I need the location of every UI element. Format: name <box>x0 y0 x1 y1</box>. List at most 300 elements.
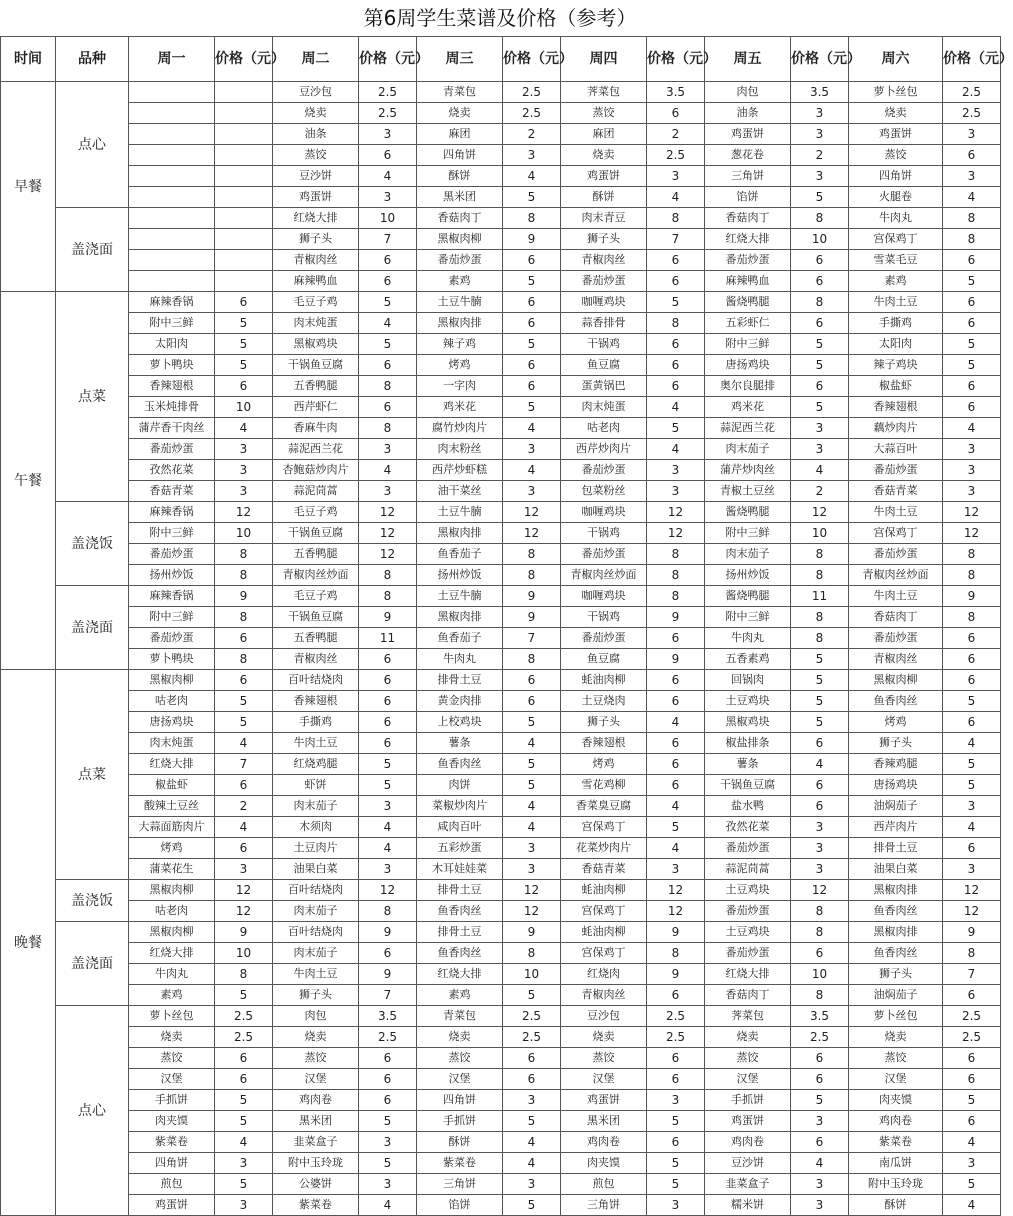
price-cell: 2.5 <box>215 1027 273 1048</box>
price-cell: 3 <box>359 1132 417 1153</box>
dish-cell: 汉堡 <box>849 1069 943 1090</box>
dish-cell: 烤鸡 <box>561 754 647 775</box>
price-cell <box>215 145 273 166</box>
dish-cell: 烧卖 <box>849 103 943 124</box>
dish-cell: 番茄炒蛋 <box>417 250 503 271</box>
price-cell: 4 <box>503 460 561 481</box>
price-cell: 5 <box>215 691 273 712</box>
price-cell: 8 <box>647 565 705 586</box>
price-cell: 4 <box>791 1153 849 1174</box>
dish-cell: 包菜粉丝 <box>561 481 647 502</box>
dish-cell: 太阳肉 <box>849 334 943 355</box>
dish-cell: 萝卜鸭块 <box>129 649 215 670</box>
dish-cell: 四角饼 <box>129 1153 215 1174</box>
price-cell: 8 <box>215 565 273 586</box>
price-cell: 2.5 <box>647 145 705 166</box>
price-cell: 11 <box>791 586 849 607</box>
category-cell: 点菜 <box>56 670 129 880</box>
dish-cell: 鱼香茄子 <box>417 544 503 565</box>
dish-cell: 蒲芹香干肉丝 <box>129 418 215 439</box>
price-cell: 6 <box>215 670 273 691</box>
price-cell: 5 <box>647 418 705 439</box>
dish-cell <box>129 124 215 145</box>
dish-cell: 油果白菜 <box>273 859 359 880</box>
price-cell: 12 <box>647 880 705 901</box>
price-cell: 5 <box>215 313 273 334</box>
dish-cell: 排骨土豆 <box>417 880 503 901</box>
dish-cell: 椒盐虾 <box>849 376 943 397</box>
price-cell: 5 <box>503 271 561 292</box>
price-cell: 8 <box>943 943 1001 964</box>
price-cell: 3 <box>215 439 273 460</box>
dish-cell: 油条 <box>705 103 791 124</box>
price-cell: 3 <box>215 460 273 481</box>
price-cell: 3 <box>215 859 273 880</box>
price-cell: 6 <box>503 691 561 712</box>
price-cell: 8 <box>647 313 705 334</box>
table-row <box>1 922 1001 943</box>
dish-cell: 西芹肉片 <box>849 817 943 838</box>
price-cell: 9 <box>359 607 417 628</box>
dish-cell: 青椒肉丝炒面 <box>849 565 943 586</box>
dish-cell: 黑椒鸡块 <box>705 712 791 733</box>
price-cell: 6 <box>359 943 417 964</box>
dish-cell: 附中三鲜 <box>129 313 215 334</box>
price-cell: 2.5 <box>215 1006 273 1027</box>
price-cell: 3 <box>943 124 1001 145</box>
price-cell: 4 <box>943 1132 1001 1153</box>
price-cell: 3 <box>503 838 561 859</box>
dish-cell: 素鸡 <box>417 271 503 292</box>
header-tuesday: 周二 <box>273 37 359 82</box>
dish-cell: 糯米饼 <box>705 1195 791 1216</box>
dish-cell: 鱼豆腐 <box>561 649 647 670</box>
price-cell: 5 <box>215 1174 273 1195</box>
dish-cell: 番茄炒蛋 <box>561 460 647 481</box>
table-row <box>1 880 1001 901</box>
dish-cell: 油干菜丝 <box>417 481 503 502</box>
dish-cell: 麻团 <box>417 124 503 145</box>
dish-cell: 唐扬鸡块 <box>705 355 791 376</box>
table-row <box>1 418 1001 439</box>
dish-cell: 黑椒鸡块 <box>273 334 359 355</box>
price-cell: 2 <box>503 124 561 145</box>
price-cell: 4 <box>647 187 705 208</box>
price-cell: 9 <box>943 586 1001 607</box>
price-cell: 5 <box>503 754 561 775</box>
dish-cell: 排骨土豆 <box>849 838 943 859</box>
price-cell: 2.5 <box>647 1027 705 1048</box>
table-row <box>1 1006 1001 1027</box>
dish-cell: 肉包 <box>273 1006 359 1027</box>
category-cell: 盖浇面 <box>56 922 129 1006</box>
price-cell <box>215 250 273 271</box>
table-row <box>1 649 1001 670</box>
price-cell: 3 <box>791 1195 849 1216</box>
dish-cell: 肉包 <box>705 82 791 103</box>
price-cell: 6 <box>503 355 561 376</box>
dish-cell: 红烧大排 <box>705 229 791 250</box>
price-cell: 5 <box>215 334 273 355</box>
dish-cell: 手抓饼 <box>129 1090 215 1111</box>
dish-cell: 香菜臭豆腐 <box>561 796 647 817</box>
price-cell: 12 <box>943 523 1001 544</box>
price-cell: 3 <box>943 481 1001 502</box>
meal-cell: 午餐 <box>1 292 56 670</box>
price-cell <box>215 124 273 145</box>
price-cell: 8 <box>791 985 849 1006</box>
price-cell: 6 <box>503 313 561 334</box>
dish-cell: 毛豆子鸡 <box>273 292 359 313</box>
price-cell: 5 <box>791 712 849 733</box>
dish-cell: 番茄炒蛋 <box>849 460 943 481</box>
price-cell: 3 <box>503 439 561 460</box>
dish-cell: 土豆烧肉 <box>561 691 647 712</box>
dish-cell: 黑椒肉排 <box>849 880 943 901</box>
price-cell: 6 <box>791 271 849 292</box>
header-friday: 周五 <box>705 37 791 82</box>
dish-cell: 西芹虾仁 <box>273 397 359 418</box>
dish-cell: 红烧肉 <box>561 964 647 985</box>
price-cell: 5 <box>791 397 849 418</box>
dish-cell: 蒸饺 <box>561 103 647 124</box>
dish-cell: 汉堡 <box>417 1069 503 1090</box>
price-cell: 6 <box>647 754 705 775</box>
table-row <box>1 1027 1001 1048</box>
price-cell: 8 <box>359 376 417 397</box>
dish-cell <box>129 187 215 208</box>
category-cell: 点菜 <box>56 292 129 502</box>
dish-cell: 蚝油肉柳 <box>561 922 647 943</box>
price-cell: 6 <box>943 292 1001 313</box>
price-cell: 6 <box>791 1132 849 1153</box>
price-cell: 5 <box>943 691 1001 712</box>
price-cell: 6 <box>791 313 849 334</box>
table-row <box>1 250 1001 271</box>
price-cell: 8 <box>359 418 417 439</box>
dish-cell: 黑椒肉柳 <box>129 922 215 943</box>
table-row <box>1 208 1001 229</box>
price-cell: 3 <box>503 1090 561 1111</box>
price-cell: 5 <box>503 985 561 1006</box>
dish-cell: 肉饼 <box>417 775 503 796</box>
price-cell: 4 <box>647 712 705 733</box>
table-row <box>1 292 1001 313</box>
dish-cell: 牛肉土豆 <box>273 733 359 754</box>
price-cell: 3 <box>791 1174 849 1195</box>
price-cell: 4 <box>647 796 705 817</box>
dish-cell: 紫菜卷 <box>849 1132 943 1153</box>
table-row <box>1 544 1001 565</box>
price-cell: 5 <box>791 691 849 712</box>
dish-cell: 青椒肉丝炒面 <box>273 565 359 586</box>
price-cell: 12 <box>359 502 417 523</box>
dish-cell: 附中三鲜 <box>129 523 215 544</box>
dish-cell: 烧卖 <box>417 1027 503 1048</box>
dish-cell: 五彩炒蛋 <box>417 838 503 859</box>
price-cell: 6 <box>503 292 561 313</box>
dish-cell: 油条 <box>273 124 359 145</box>
dish-cell: 鱼香肉丝 <box>849 901 943 922</box>
price-cell: 5 <box>791 355 849 376</box>
price-cell: 6 <box>647 271 705 292</box>
dish-cell: 麻辣鸭血 <box>273 271 359 292</box>
price-cell: 6 <box>359 355 417 376</box>
price-cell: 3 <box>359 124 417 145</box>
price-cell: 5 <box>943 271 1001 292</box>
price-cell: 4 <box>647 397 705 418</box>
price-cell: 6 <box>791 796 849 817</box>
table-row <box>1 187 1001 208</box>
dish-cell: 牛肉丸 <box>417 649 503 670</box>
table-row <box>1 691 1001 712</box>
price-cell: 3 <box>359 796 417 817</box>
dish-cell: 土豆肉片 <box>273 838 359 859</box>
dish-cell: 毛豆子鸡 <box>273 502 359 523</box>
price-cell: 12 <box>215 901 273 922</box>
price-cell: 6 <box>943 250 1001 271</box>
dish-cell: 牛肉土豆 <box>273 964 359 985</box>
dish-cell: 荠菜包 <box>561 82 647 103</box>
price-cell: 10 <box>791 523 849 544</box>
dish-cell: 椒盐排条 <box>705 733 791 754</box>
dish-cell: 鸡肉卷 <box>273 1090 359 1111</box>
price-cell: 6 <box>791 376 849 397</box>
price-cell: 12 <box>215 880 273 901</box>
dish-cell <box>129 271 215 292</box>
price-cell: 6 <box>943 1048 1001 1069</box>
price-cell: 8 <box>359 901 417 922</box>
dish-cell: 狮子头 <box>561 229 647 250</box>
dish-cell: 鸡蛋饼 <box>705 124 791 145</box>
dish-cell: 咕老肉 <box>129 901 215 922</box>
dish-cell: 青菜包 <box>417 1006 503 1027</box>
dish-cell: 香菇肉丁 <box>417 208 503 229</box>
dish-cell: 五香鸭腿 <box>273 628 359 649</box>
price-cell: 4 <box>943 817 1001 838</box>
price-cell: 4 <box>215 418 273 439</box>
dish-cell: 馅饼 <box>705 187 791 208</box>
dish-cell: 牛肉土豆 <box>849 586 943 607</box>
price-cell: 3 <box>647 1090 705 1111</box>
price-cell: 5 <box>647 1111 705 1132</box>
price-cell: 3 <box>943 460 1001 481</box>
price-cell: 3 <box>943 166 1001 187</box>
dish-cell: 排骨土豆 <box>417 922 503 943</box>
price-cell: 4 <box>943 418 1001 439</box>
dish-cell: 香菇青菜 <box>561 859 647 880</box>
price-cell: 8 <box>791 565 849 586</box>
price-cell: 3 <box>791 817 849 838</box>
dish-cell: 腐竹炒肉片 <box>417 418 503 439</box>
price-cell: 9 <box>215 586 273 607</box>
dish-cell: 孜然花菜 <box>129 460 215 481</box>
header-monday: 周一 <box>129 37 215 82</box>
price-cell: 3 <box>791 1111 849 1132</box>
price-cell: 6 <box>647 670 705 691</box>
price-cell: 6 <box>647 1132 705 1153</box>
price-cell: 4 <box>791 754 849 775</box>
price-cell: 3 <box>503 481 561 502</box>
dish-cell: 香菇肉丁 <box>705 985 791 1006</box>
dish-cell: 青椒肉丝炒面 <box>561 565 647 586</box>
table-row <box>1 376 1001 397</box>
dish-cell: 鱼香肉丝 <box>417 754 503 775</box>
dish-cell: 木耳娃娃菜 <box>417 859 503 880</box>
price-cell: 3 <box>943 859 1001 880</box>
dish-cell: 三角饼 <box>561 1195 647 1216</box>
dish-cell: 酥饼 <box>849 1195 943 1216</box>
price-cell: 2.5 <box>359 82 417 103</box>
dish-cell: 黑米团 <box>273 1111 359 1132</box>
price-cell: 5 <box>647 817 705 838</box>
dish-cell: 附中玉玲珑 <box>273 1153 359 1174</box>
price-cell: 5 <box>791 649 849 670</box>
dish-cell: 荠菜包 <box>705 1006 791 1027</box>
dish-cell: 香菇青菜 <box>129 481 215 502</box>
dish-cell: 蛋黄锅巴 <box>561 376 647 397</box>
price-cell: 6 <box>359 712 417 733</box>
dish-cell: 油焖茄子 <box>849 796 943 817</box>
table-row <box>1 229 1001 250</box>
dish-cell: 麻辣香锅 <box>129 292 215 313</box>
dish-cell: 唐扬鸡块 <box>849 775 943 796</box>
price-cell: 6 <box>647 334 705 355</box>
price-cell: 8 <box>647 586 705 607</box>
dish-cell: 牛肉土豆 <box>849 292 943 313</box>
dish-cell: 红烧鸡腿 <box>273 754 359 775</box>
header-price: 价格（元） <box>943 37 1001 82</box>
dish-cell: 酱烧鸭腿 <box>705 292 791 313</box>
price-cell: 3 <box>503 145 561 166</box>
dish-cell: 汉堡 <box>273 1069 359 1090</box>
price-cell: 6 <box>943 1069 1001 1090</box>
dish-cell: 宫保鸡丁 <box>849 523 943 544</box>
price-cell: 12 <box>647 901 705 922</box>
price-cell: 2.5 <box>943 82 1001 103</box>
price-cell: 6 <box>647 775 705 796</box>
dish-cell: 香辣翅根 <box>273 691 359 712</box>
dish-cell: 肉末炖蛋 <box>129 733 215 754</box>
dish-cell: 蒜泥西兰花 <box>273 439 359 460</box>
dish-cell: 黑椒肉柳 <box>129 670 215 691</box>
dish-cell: 黑椒肉柳 <box>417 229 503 250</box>
dish-cell: 汉堡 <box>561 1069 647 1090</box>
dish-cell: 番茄炒蛋 <box>129 544 215 565</box>
dish-cell: 蒸饺 <box>849 1048 943 1069</box>
dish-cell: 烧卖 <box>561 1027 647 1048</box>
dish-cell: 干锅鸡 <box>561 523 647 544</box>
dish-cell: 牛肉丸 <box>129 964 215 985</box>
table-row <box>1 565 1001 586</box>
price-cell: 6 <box>359 271 417 292</box>
price-cell: 4 <box>943 1195 1001 1216</box>
price-cell: 5 <box>359 754 417 775</box>
price-cell: 9 <box>503 922 561 943</box>
dish-cell: 咖喱鸡块 <box>561 502 647 523</box>
price-cell: 8 <box>359 565 417 586</box>
price-cell: 5 <box>647 1153 705 1174</box>
price-cell: 2.5 <box>943 1027 1001 1048</box>
dish-cell: 土豆牛腩 <box>417 586 503 607</box>
table-row <box>1 901 1001 922</box>
price-cell: 6 <box>359 691 417 712</box>
dish-cell: 土豆鸡块 <box>705 691 791 712</box>
dish-cell: 麻辣香锅 <box>129 502 215 523</box>
header-price: 价格（元） <box>647 37 705 82</box>
price-cell: 6 <box>359 145 417 166</box>
dish-cell: 花菜炒肉片 <box>561 838 647 859</box>
table-row <box>1 775 1001 796</box>
dish-cell: 百叶结烧肉 <box>273 922 359 943</box>
dish-cell: 蒜泥西兰花 <box>705 418 791 439</box>
dish-cell: 黑椒肉排 <box>417 523 503 544</box>
table-row <box>1 817 1001 838</box>
table-row <box>1 754 1001 775</box>
price-cell: 12 <box>215 502 273 523</box>
price-cell: 5 <box>943 1174 1001 1195</box>
price-cell: 8 <box>943 229 1001 250</box>
price-cell: 10 <box>791 229 849 250</box>
dish-cell: 蒜泥茼蒿 <box>273 481 359 502</box>
price-cell: 4 <box>359 838 417 859</box>
price-cell: 6 <box>503 1048 561 1069</box>
price-cell: 5 <box>359 334 417 355</box>
price-cell: 9 <box>647 607 705 628</box>
dish-cell: 公婆饼 <box>273 1174 359 1195</box>
price-cell: 3 <box>215 481 273 502</box>
dish-cell: 肉末茄子 <box>273 901 359 922</box>
dish-cell: 五彩虾仁 <box>705 313 791 334</box>
dish-cell: 豆沙包 <box>273 82 359 103</box>
dish-cell: 四角饼 <box>849 166 943 187</box>
price-cell: 8 <box>647 544 705 565</box>
price-cell: 9 <box>359 964 417 985</box>
price-cell: 7 <box>647 229 705 250</box>
dish-cell: 红烧大排 <box>129 754 215 775</box>
header-wednesday: 周三 <box>417 37 503 82</box>
price-cell: 3 <box>359 187 417 208</box>
dish-cell: 鸡肉卷 <box>705 1132 791 1153</box>
dish-cell: 番茄炒蛋 <box>849 544 943 565</box>
dish-cell: 四角饼 <box>417 1090 503 1111</box>
price-cell: 6 <box>943 145 1001 166</box>
dish-cell: 附中三鲜 <box>705 607 791 628</box>
price-cell: 3 <box>647 859 705 880</box>
price-cell: 5 <box>503 1195 561 1216</box>
price-cell: 6 <box>359 1048 417 1069</box>
price-cell: 3 <box>791 124 849 145</box>
dish-cell: 五香鸭腿 <box>273 544 359 565</box>
dish-cell: 烧卖 <box>273 1027 359 1048</box>
price-cell: 8 <box>943 607 1001 628</box>
table-row <box>1 607 1001 628</box>
price-cell: 3 <box>791 103 849 124</box>
dish-cell: 馅饼 <box>417 1195 503 1216</box>
dish-cell: 蒸饺 <box>417 1048 503 1069</box>
price-cell: 5 <box>359 775 417 796</box>
price-cell: 3 <box>359 439 417 460</box>
dish-cell: 鸡蛋饼 <box>849 124 943 145</box>
price-cell: 6 <box>791 1069 849 1090</box>
price-cell: 4 <box>215 1132 273 1153</box>
table-row <box>1 82 1001 103</box>
price-cell: 4 <box>503 817 561 838</box>
dish-cell: 宫保鸡丁 <box>561 817 647 838</box>
dish-cell <box>129 229 215 250</box>
price-cell: 3 <box>943 1153 1001 1174</box>
dish-cell: 豆沙饼 <box>705 1153 791 1174</box>
